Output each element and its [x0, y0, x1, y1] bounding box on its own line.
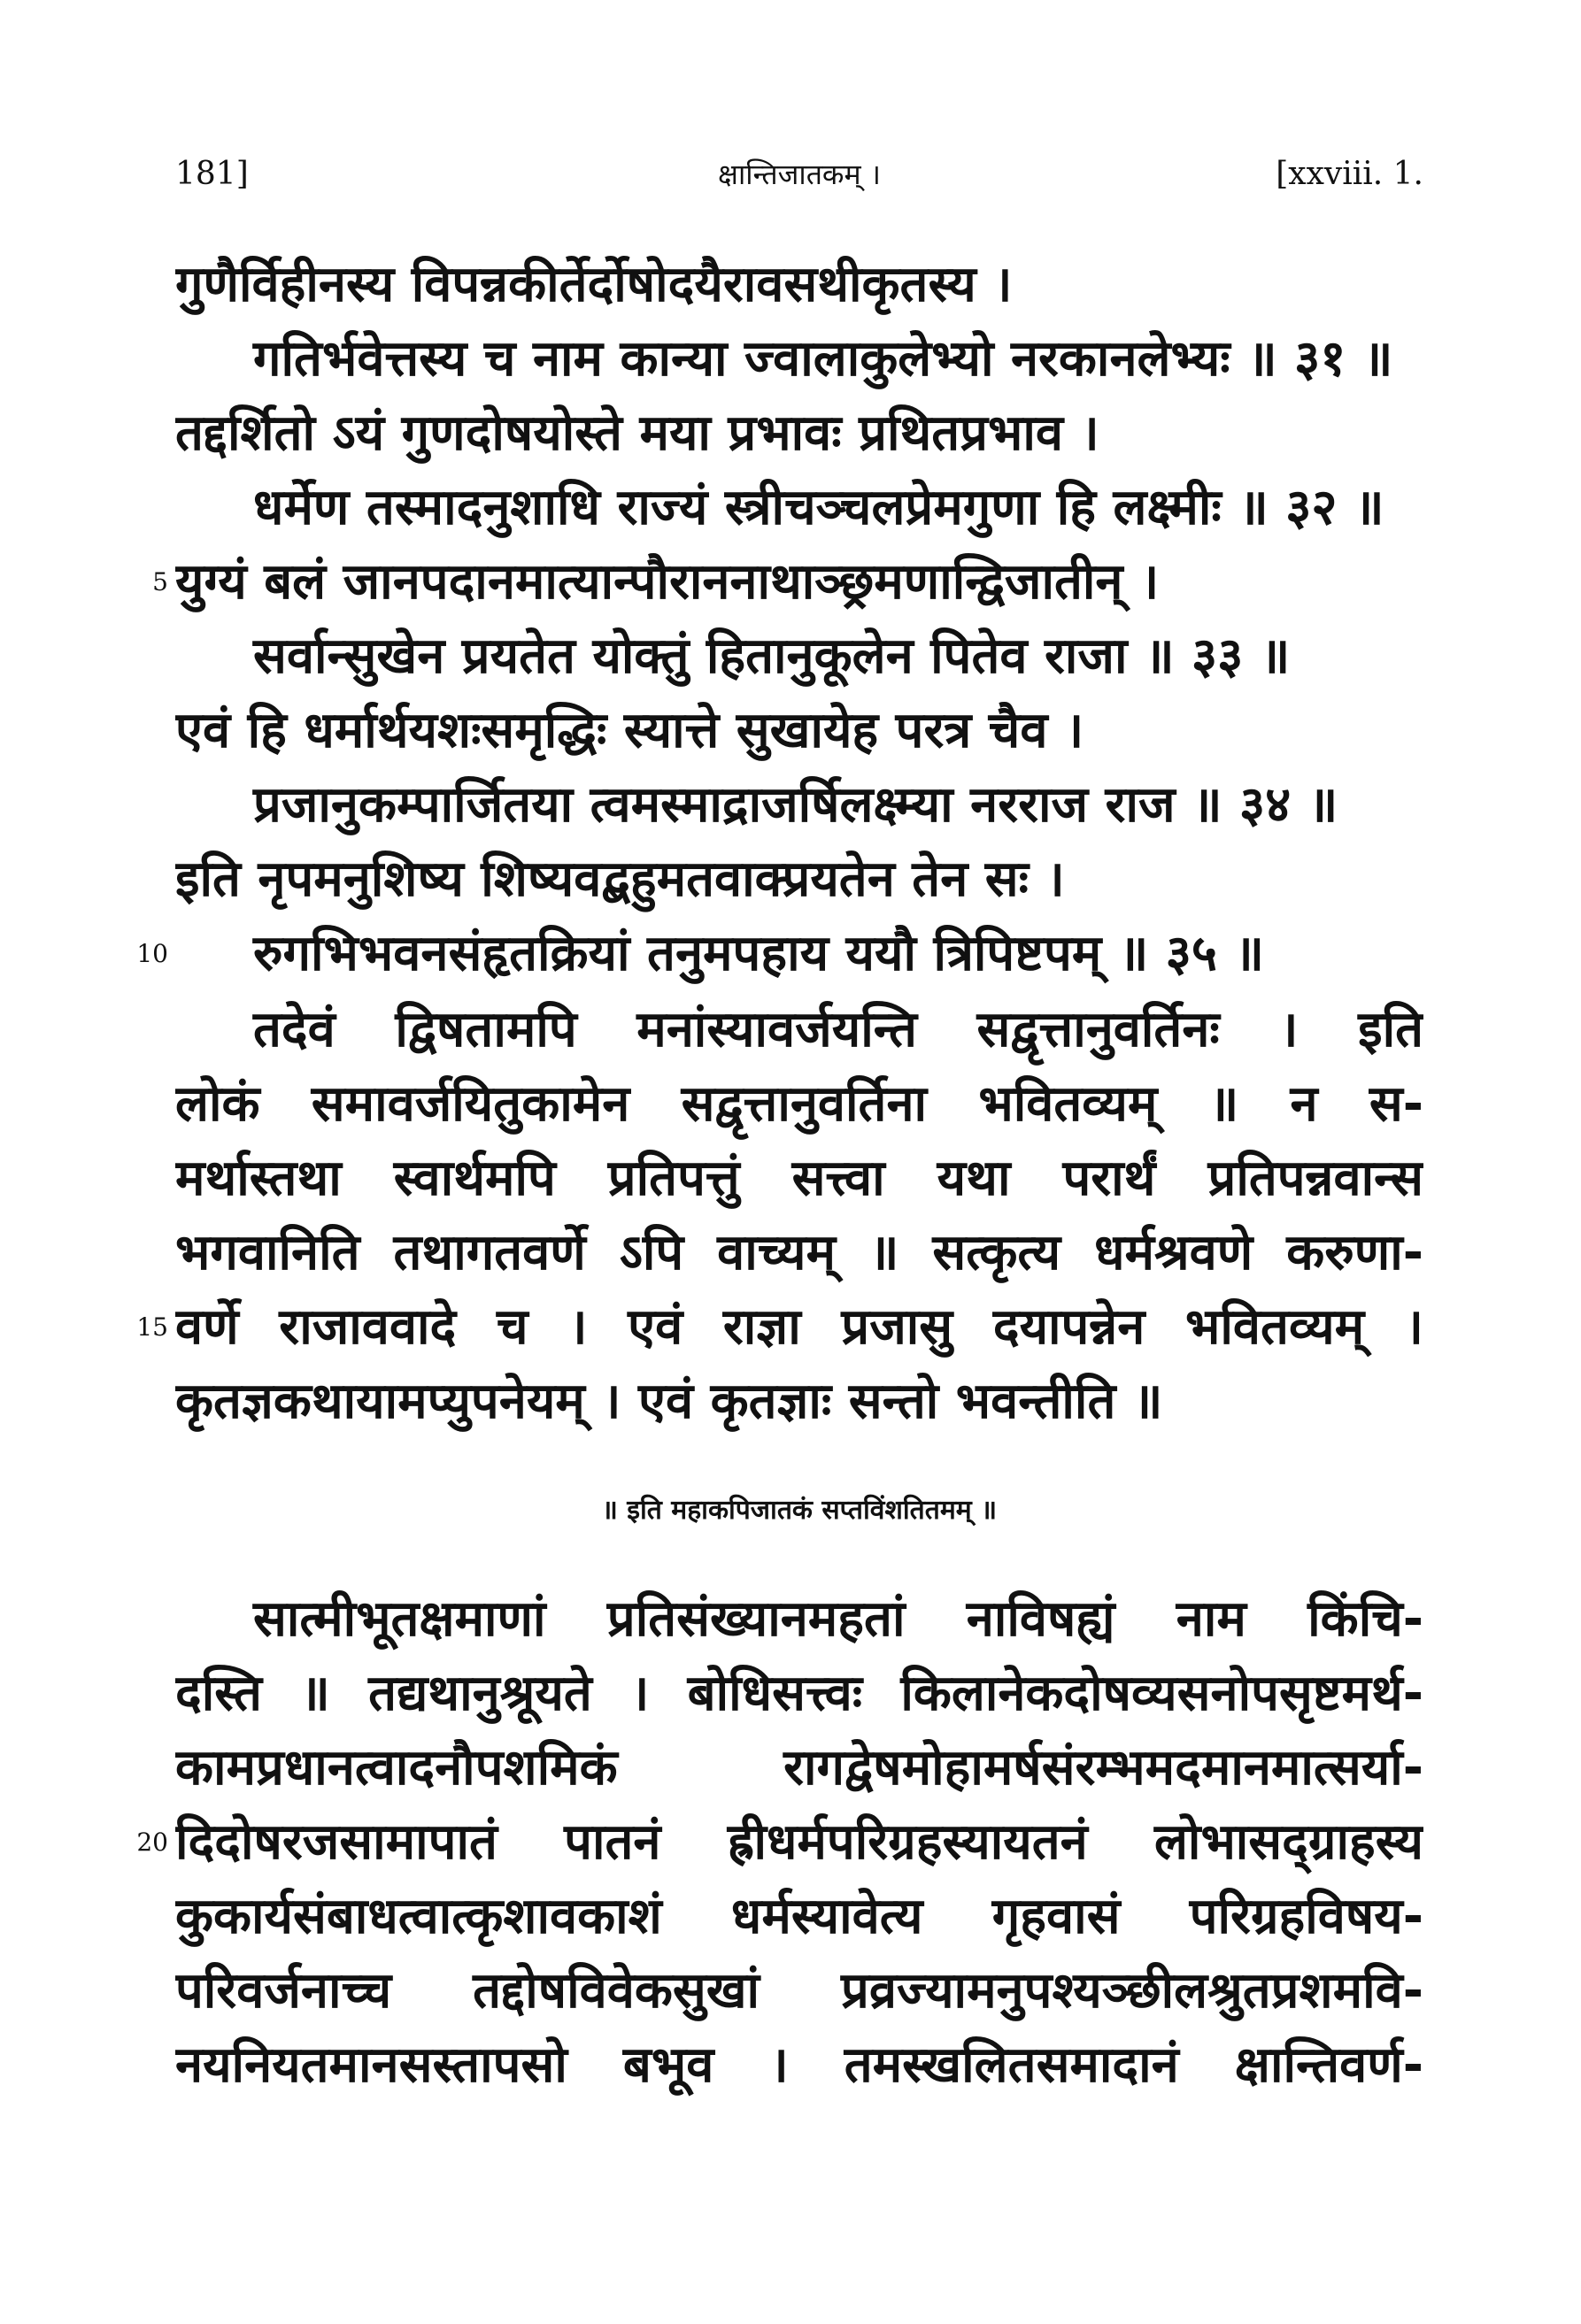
- verse-line: सर्वान्सुखेन प्रयतेत योक्तुं हितानुकूलेन पितेव राजा ॥ ३३ ॥: [253, 627, 1291, 685]
- line-number: 5: [152, 567, 168, 596]
- running-head: [175, 152, 1423, 196]
- prose-line: सात्मीभूतक्षमाणां प्रतिसंख्यानमहतां नाविषह्यं नाम किंचि-: [253, 1590, 1423, 1648]
- verse-line: रुगभिभवनसंहृतक्रियां तनुमपहाय ययौ त्रिपिष्टपम् ॥ ३५ ॥: [253, 925, 1265, 982]
- verse-line: प्रजानुकम्पार्जितया त्वमस्माद्राजर्षिलक्ष्म्या नरराज राज ॥ ३४ ॥: [253, 776, 1338, 834]
- prose-line: दस्ति ॥ तद्यथानुश्रूयते । बोधिसत्त्वः किलानेकदोषव्यसनोपसृष्टमर्थ-: [175, 1665, 1423, 1722]
- prose-line: लोकं समावर्जयितुकामेन सद्वृत्तानुवर्तिना भवितव्यम् ॥ न स-: [175, 1075, 1423, 1133]
- page-number: 181]: [175, 156, 249, 192]
- line-number: 15: [136, 1312, 168, 1342]
- prose-line: भगवानिति तथागतवर्णे ऽपि वाच्यम् ॥ सत्कृत्य धर्मश्रवणे करुणा-: [175, 1224, 1423, 1281]
- verse-line: इति नृपमनुशिष्य शिष्यवद्बहुमतवाक्प्रयतेन तेन सः ।: [175, 850, 1065, 908]
- prose-line: कृतज्ञकथायामप्युपनेयम् । एवं कृतज्ञाः सन्तो भवन्तीति ॥: [175, 1373, 1163, 1430]
- running-title: क्षान्तिजातकम् ।: [718, 158, 881, 191]
- prose-line: वर्णे राजाववादे च । एवं राज्ञा प्रजासु दयापन्नेन भवितव्यम् ।: [175, 1298, 1423, 1356]
- prose-line: परिवर्जनाच्च तद्दोषविवेकसुखां प्रव्रज्यामनुपश्यञ्छीलश्रुतप्रशमवि-: [175, 1962, 1423, 2020]
- line-number: 10: [136, 939, 168, 968]
- verse-line: गतिर्भवेत्तस्य च नाम कान्या ज्वालाकुलेभ्यो नरकानलेभ्यः ॥ ३१ ॥: [253, 330, 1393, 388]
- verse-line: गुणैर्विहीनस्य विपन्नकीर्तेर्दोषोदयैरावसथीकृतस्य ।: [175, 256, 1013, 313]
- prose-line: मर्थास्तथा स्वार्थमपि प्रतिपत्तुं सत्त्वा यथा परार्थं प्रतिपन्नवान्स: [175, 1150, 1423, 1207]
- prose-line: दिदोषरजसामापातं पातनं ह्रीधर्मपरिग्रहस्यायतनं लोभासद्ग्राहस्य: [175, 1813, 1423, 1871]
- chapter-reference: [xxviii. 1.: [1276, 156, 1423, 192]
- verse-line: धर्मेण तस्मादनुशाधि राज्यं स्त्रीचञ्चलप्रेमगुणा हि लक्ष्मीः ॥ ३२ ॥: [253, 479, 1384, 536]
- line-number: 20: [136, 1828, 168, 1857]
- prose-line: कुकार्यसंबाधत्वात्कृशावकाशं धर्मस्यावेत्य गृहवासं परिग्रहविषय-: [175, 1888, 1423, 1945]
- verse-line: एवं हि धर्मार्थयशःसमृद्धिः स्यात्ते सुखायेह परत्र चैव ।: [175, 702, 1084, 759]
- prose-line: नयनियतमानसस्तापसो बभूव । तमस्खलितसमादानं क्षान्तिवर्ण-: [175, 2036, 1423, 2094]
- prose-line: तदेवं द्विषतामपि मनांस्यावर्जयन्ति सद्वृत्तानुवर्तिनः । इति: [253, 1001, 1423, 1058]
- chapter-colophon: ॥ इति महाकपिजातकं सप्तविंशतितमम् ॥: [601, 1495, 998, 1526]
- verse-line: तद्दर्शितो ऽयं गुणदोषयोस्ते मया प्रभावः प्रथितप्रभाव ।: [175, 404, 1099, 462]
- prose-line: कामप्रधानत्वादनौपशमिकं रागद्वेषमोहामर्षसंरम्भमदमानमात्सर्या-: [175, 1739, 1423, 1797]
- verse-line: युग्यं बलं जानपदानमात्यान्पौराननाथाञ्छ्रमणान्द्विजातीन् ।: [175, 553, 1160, 611]
